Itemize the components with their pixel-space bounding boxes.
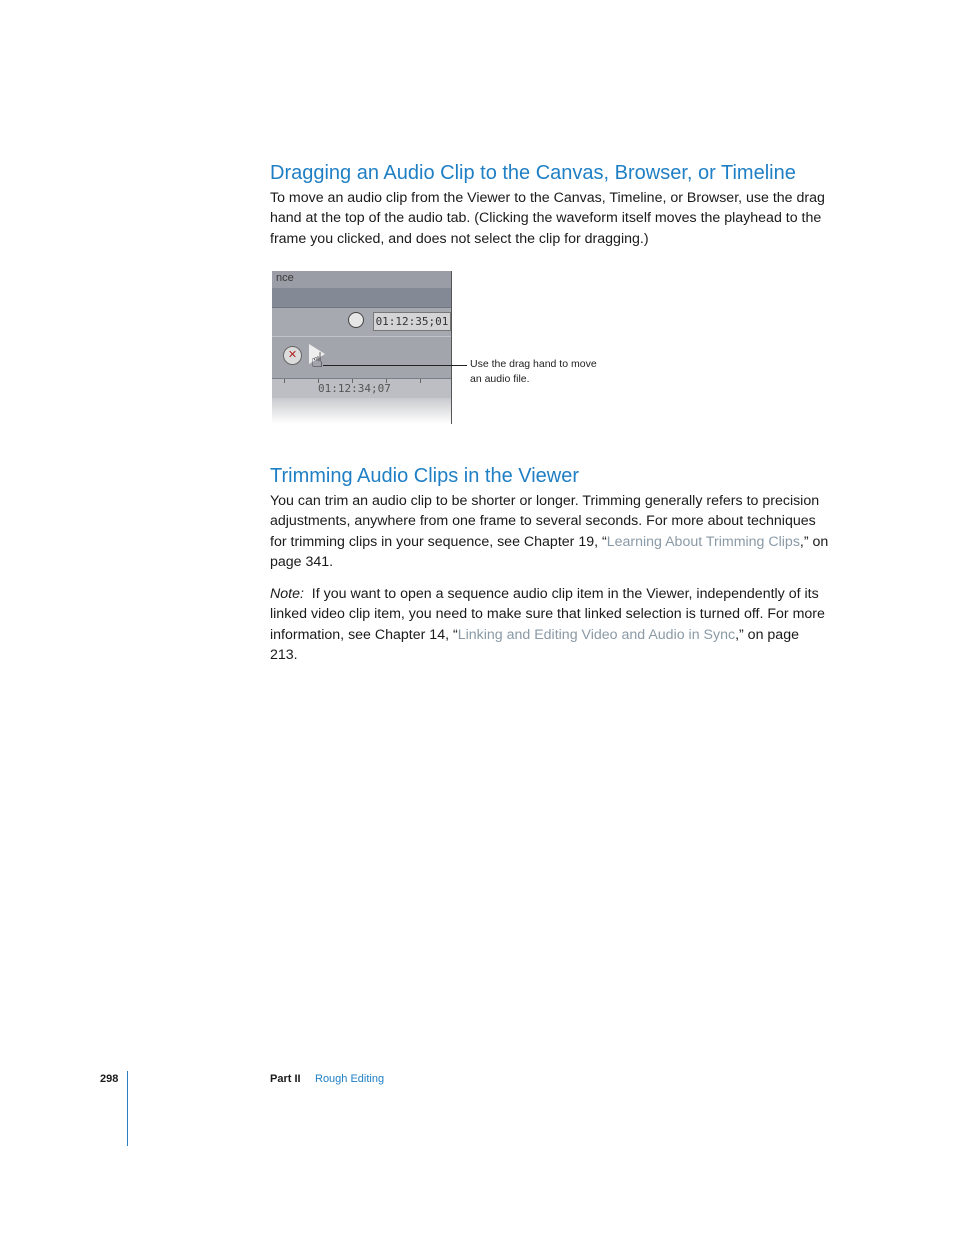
- section-body-dragging: To move an audio clip from the Viewer to the Canvas, Timeline, or Browser, use the drag hand at the top of the audio tab. (Clicking the waveform itself moves the playhead to the frame you clicked, and does not select the clip for dragging.): [270, 190, 825, 247]
- note-text: ,” on page 213.: [270, 626, 799, 663]
- tab-label: nce: [276, 272, 294, 284]
- figure-fade: [272, 398, 452, 424]
- figure-edge: [451, 271, 452, 424]
- section-body-trimming: [270, 491, 830, 572]
- clock-icon: [348, 312, 364, 328]
- callout-line: [323, 365, 467, 366]
- audio-tab-screenshot: [272, 271, 452, 424]
- tab-bar: [272, 271, 452, 288]
- section-heading-trimming: Trimming Audio Clips in the Viewer: [270, 465, 580, 487]
- footer-part-title: Rough Editing: [315, 1073, 385, 1085]
- body-text: You can trim an audio clip to be shorter or longer. Trimming generally refers to precision adjustments, anywhere from one frame to several seconds. For more about techniques for trimming clips in your sequence, see Chapter 19, “: [270, 493, 820, 550]
- page-number: 298: [100, 1073, 119, 1085]
- body-text: ,” on page 341.: [270, 533, 829, 570]
- note-label: Note:: [270, 586, 304, 602]
- ruler-tick: [284, 379, 285, 383]
- footer-part: Part II: [270, 1073, 301, 1085]
- note-text: If you want to open a sequence audio clip item in the Viewer, independently of its linked video clip item, you need to make sure that linked selection is turned off. For more information, see Chapter 14, “: [270, 586, 829, 643]
- footer-rule: [127, 1071, 128, 1146]
- ruler-tick: [420, 379, 421, 383]
- link-learning-about-trimming[interactable]: Learning About Trimming Clips: [606, 533, 800, 550]
- drag-hand-icon: ☝: [311, 350, 324, 372]
- link-linking-and-editing[interactable]: Linking and Editing Video and Audio in Sync: [457, 626, 736, 643]
- figure-callout: Use the drag hand to move an audio file.: [470, 358, 597, 385]
- timecode-display: 01:12:35;01: [373, 312, 451, 331]
- ruler-timecode: 01:12:34;07: [318, 382, 391, 395]
- note-paragraph: [270, 584, 830, 665]
- close-icon: ✕: [283, 346, 302, 365]
- section-heading-dragging: Dragging an Audio Clip to the Canvas, Browser, or Timeline: [270, 162, 796, 184]
- tab-shade: [272, 288, 452, 307]
